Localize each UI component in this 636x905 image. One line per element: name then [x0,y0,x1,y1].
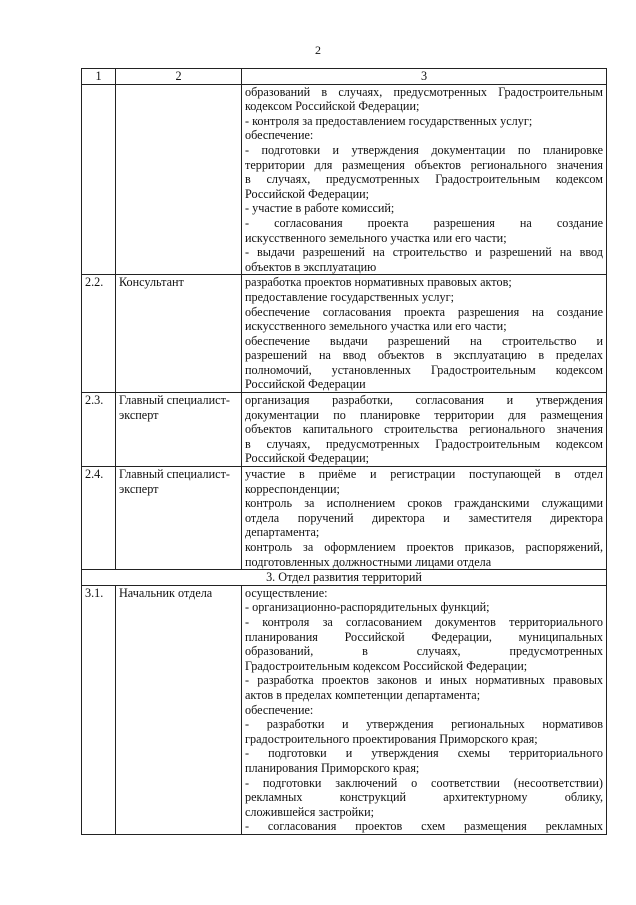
table-row [82,393,607,467]
duty-line: образований в случаях, предусмотренных Градостроительным [245,84,603,99]
duty-line: контроль за исполнением сроков гражданскими служащими [245,496,603,511]
duty-line: обеспечение: [245,702,314,717]
duty-line: в случаях, предусмотренных Градостроительным кодексом [245,436,603,451]
duty-line: искусственного земельного участка или его части; [245,230,507,245]
duty-line: документации по планировке территории для размещения [245,407,603,422]
duty-line: Российской Федерации; [245,186,370,201]
header-col-1: 1 [82,69,116,85]
position-title: Консультант [116,275,242,393]
position-title: Начальник отдела [116,585,242,834]
duty-line: планирования Приморского края; [245,760,420,775]
table-header-row [82,69,607,85]
duty-line: - подготовки и утверждения схемы территориального [245,746,603,761]
row-number: 2.2. [82,275,116,393]
duty-line: объектов капитального строительства регионального значения [245,422,603,437]
duty-line: территории для размещения объектов регионального значения [245,157,603,172]
duty-line: - согласования проектов схем размещения рекламных [245,819,603,834]
duty-line: осуществление: [245,585,328,600]
duty-line: - разработка проектов законов и иных нормативных правовых [245,673,603,688]
duty-line: - контроля за согласованием документов территориального [245,614,603,629]
duty-line: Российской Федерации; [245,451,370,466]
row-number: 2.4. [82,467,116,570]
duty-line: искусственного земельного участка или его части; [245,319,507,334]
duties-cell [242,275,607,393]
duties-cell [242,393,607,467]
duty-line: кодексом Российской Федерации; [245,99,420,114]
header-col-3: 3 [242,69,607,85]
duties-cell [242,467,607,570]
duty-line: Российской Федерации [245,377,366,392]
duty-line: организация разработки, согласования и утверждения [245,393,603,408]
duty-line: - участие в работе комиссий; [245,201,395,216]
duty-line: сложившейся застройки; [245,804,375,819]
table-row [82,84,607,275]
duty-line: разрешений на ввод объектов в эксплуатацию в пределах [245,348,603,363]
duty-line: предоставление государственных услуг; [245,289,454,304]
duty-line: - подготовки заключений о соответствии (несоответствии) [245,775,603,790]
duty-line: обеспечение согласования проекта разрешения на создание [245,304,603,319]
duty-line: департамента; [245,525,320,540]
duty-line: корреспонденции; [245,481,340,496]
duties-table [81,68,607,835]
header-col-2: 2 [116,69,242,85]
row-number: 3.1. [82,585,116,834]
table-row [82,467,607,570]
page-number: 2 [315,43,321,57]
duty-line: актов в пределах компетенции департамента; [245,687,481,702]
table-row [82,585,607,834]
duty-line: объектов в эксплуатацию [245,259,377,274]
duty-line: - подготовки и утверждения документации по планировке [245,142,603,157]
section-row [82,570,607,586]
position-title: Главный специалист-эксперт [116,467,242,570]
duties-cell [242,84,607,275]
duty-line: планирования Российской Федерации, муниципальных [245,629,603,644]
position-title [116,84,242,275]
section-title: 3. Отдел развития территорий [82,570,607,586]
duty-line: - контроля за предоставлением государственных услуг; [245,113,533,128]
duty-line: разработка проектов нормативных правовых актов; [245,275,512,290]
duty-line: подготовленных должностными лицами отдела [245,554,492,569]
duty-line: градостроительного проектирования Приморского края; [245,731,538,746]
row-number [82,84,116,275]
duty-line: - организационно-распорядительных функций; [245,600,490,615]
duty-line: отдела поручений директора и заместителя директора [245,510,603,525]
duty-line: обеспечение: [245,128,314,143]
duties-cell [242,585,607,834]
row-number: 2.3. [82,393,116,467]
duty-line: Градостроительным кодексом Российской Федерации; [245,658,528,673]
duty-line: полномочий, установленных Градостроительным кодексом [245,362,603,377]
duty-line: обеспечение выдачи разрешений на строительство и [245,333,603,348]
duty-line: - выдачи разрешений на строительство и разрешений на ввод [245,245,603,260]
duty-line: - согласования проекта разрешения на создание [245,215,603,230]
duty-line: контроль за оформлением проектов приказов, распоряжений, [245,540,603,554]
duty-line: - разработки и утверждения региональных нормативов [245,717,603,732]
position-title: Главный специалист-эксперт [116,393,242,467]
duty-line: в случаях, предусмотренных Градостроительным кодексом [245,172,603,187]
table-row [82,275,607,393]
duty-line: участие в приёме и регистрации поступающей в отдел [245,467,603,482]
duty-line: образований, в случаях, предусмотренных [245,644,603,659]
duty-line: рекламных конструкций архитектурному облику, [245,790,603,805]
